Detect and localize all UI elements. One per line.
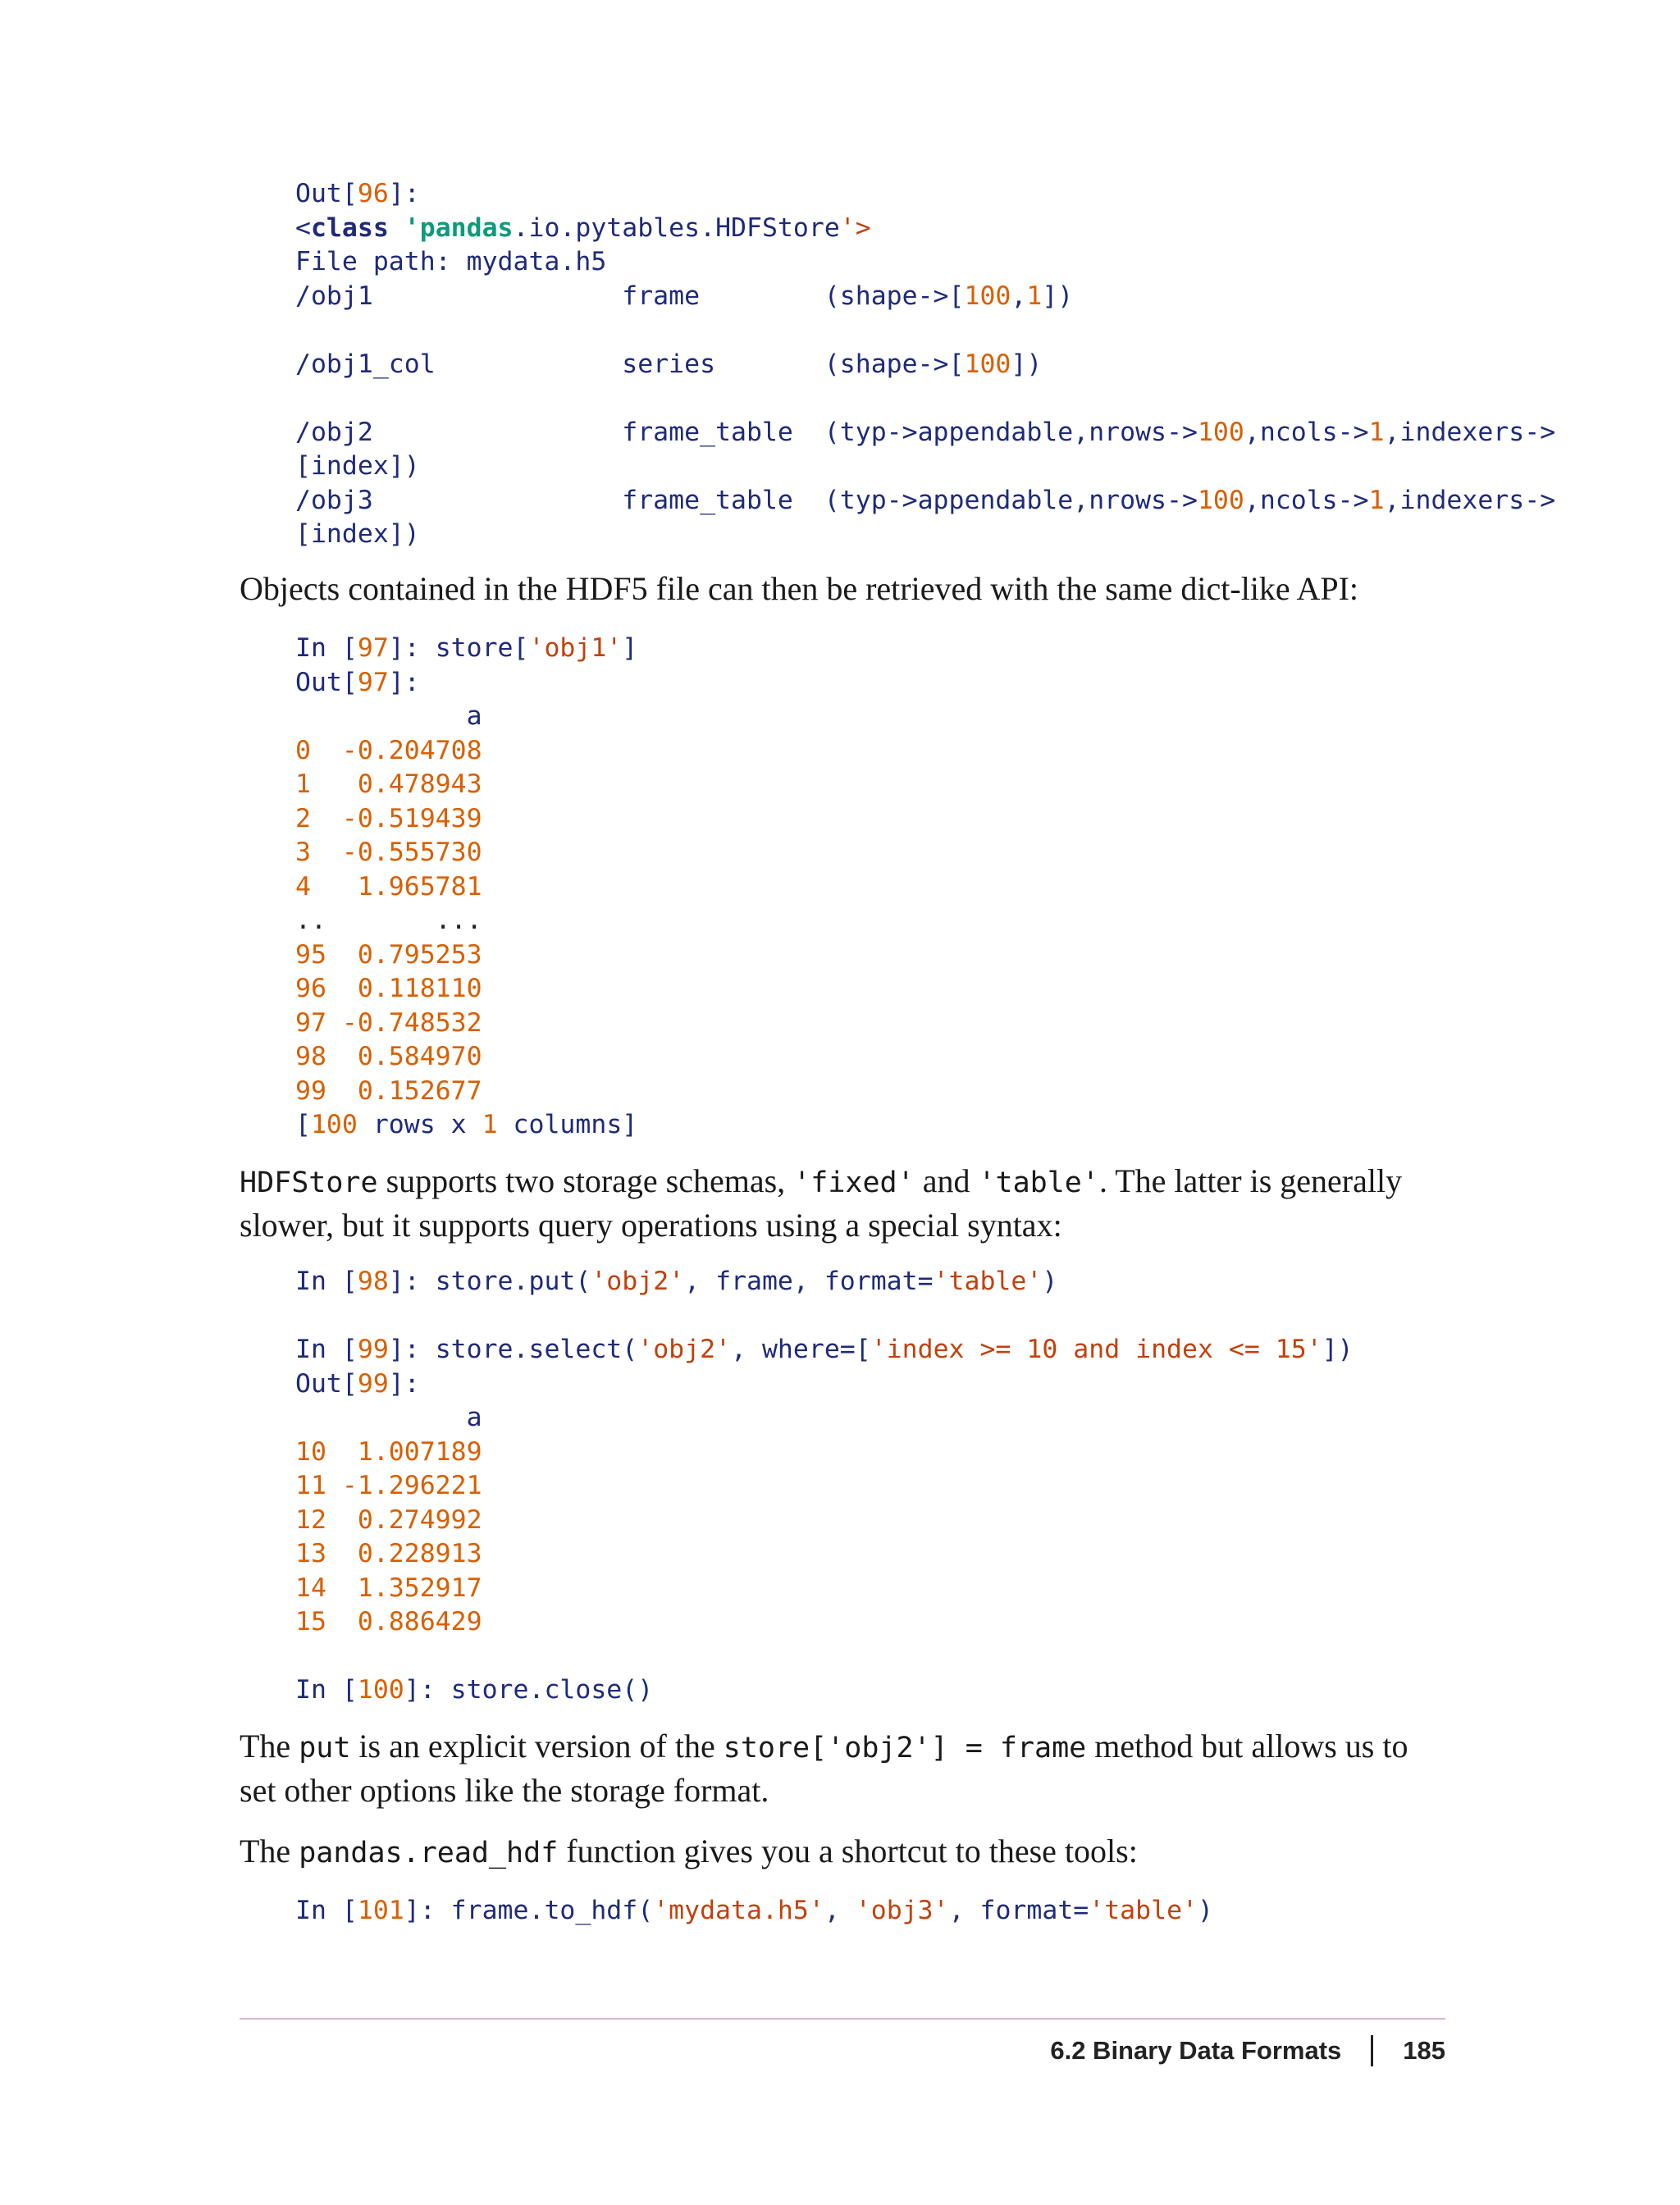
code-line	[295, 632, 637, 666]
code-line	[295, 734, 637, 769]
code-token: 98	[357, 1267, 389, 1296]
code-line	[295, 938, 637, 973]
code-token: 100	[964, 349, 1011, 379]
paragraph-retrieve-objects: Objects contained in the HDF5 file can then be retrieved with the same dict-like API:	[240, 570, 1359, 607]
code-line	[295, 1894, 1213, 1929]
code-token: 97 -0.748532	[295, 1007, 482, 1038]
code-token: ]:	[388, 1368, 420, 1399]
code-token: <	[295, 212, 311, 243]
code-line	[295, 245, 1555, 280]
code-block-store-select	[295, 1265, 1354, 1708]
code-token: 13 0.228913	[295, 1539, 482, 1568]
code-token: 1 0.478943	[295, 769, 482, 799]
code-token: , frame, format=	[684, 1267, 934, 1296]
code-token: 99	[357, 1368, 389, 1399]
code-line	[295, 768, 637, 802]
code-token: rows x	[357, 1110, 482, 1139]
code-line	[295, 1108, 637, 1143]
footer-section-title: 6.2 Binary Data Formats	[1050, 2036, 1342, 2065]
code-token: Out[	[295, 1368, 358, 1399]
text-run: function gives you a shortcut to these tools:	[558, 1833, 1138, 1869]
code-token: 1	[1368, 417, 1385, 447]
code-token: 'table'	[933, 1267, 1043, 1296]
text-run: supports two storage schemas,	[377, 1162, 794, 1199]
code-token: 4 1.965781	[295, 871, 482, 902]
code-line	[295, 700, 637, 734]
code-token: 100	[964, 281, 1011, 311]
code-token: 10 1.007189	[295, 1436, 482, 1467]
code-token: ])	[1011, 349, 1043, 379]
text-run: . The latter is generally slower, but it supports query operations using a special syntax:	[240, 1162, 1403, 1244]
code-token: ,	[824, 1896, 856, 1925]
code-token: ,ncols->	[1244, 485, 1369, 515]
code-token: )	[1042, 1267, 1058, 1296]
code-token: ]: store[	[388, 633, 529, 663]
code-line	[295, 1504, 1354, 1538]
footer-separator	[1371, 2035, 1373, 2066]
code-line	[295, 1007, 637, 1041]
code-token: ,indexers->	[1384, 417, 1556, 447]
code-line	[295, 1572, 1354, 1606]
code-line	[295, 1640, 1354, 1674]
page-footer	[1050, 2032, 1445, 2070]
code-token: , where=[	[731, 1335, 871, 1364]
code-token: ]: store.select(	[388, 1335, 638, 1364]
code-token: Out[	[295, 179, 358, 208]
code-block-store-obj1	[295, 632, 637, 1143]
code-line	[295, 1469, 1354, 1504]
code-token: [index])	[295, 519, 420, 549]
code-line	[295, 280, 1555, 314]
text-run: The	[240, 1833, 299, 1869]
code-token: 97	[357, 633, 389, 663]
code-token: ]: store.close()	[404, 1675, 654, 1705]
code-token: ]: store.put(	[388, 1267, 591, 1296]
code-token: 1	[1026, 281, 1043, 311]
inline-code: pandas.read_hdf	[299, 1837, 559, 1869]
code-block-hdfstore-output	[295, 177, 1555, 552]
code-block-to-hdf	[295, 1894, 1213, 1929]
code-token: /obj3 frame_table (typ->appendable,nrows->	[295, 485, 1198, 515]
code-token: class	[310, 212, 389, 243]
code-line	[295, 972, 637, 1007]
code-token: ]: frame.to_hdf(	[404, 1896, 654, 1925]
code-token: 'table'	[1089, 1896, 1198, 1925]
text-run: The	[240, 1728, 299, 1764]
code-token: , format=	[948, 1896, 1089, 1925]
code-token: 2 -0.519439	[295, 803, 482, 833]
code-token: 'pandas	[404, 212, 514, 243]
code-line	[295, 1333, 1354, 1367]
code-token: In [	[295, 1267, 358, 1296]
text-run: method but allows us to set other options like the storage format.	[240, 1728, 1408, 1809]
paragraph-storage-schemas	[240, 1160, 1445, 1246]
code-token: columns]	[497, 1110, 638, 1139]
code-line	[295, 416, 1555, 450]
code-token: 'obj3'	[855, 1896, 949, 1925]
footer-rule	[240, 2018, 1445, 2020]
code-line	[295, 870, 637, 905]
code-token: 96	[357, 179, 389, 208]
code-token: In [	[295, 633, 358, 663]
code-token: ,indexers->	[1384, 485, 1556, 515]
code-token: 15 0.886429	[295, 1607, 482, 1637]
code-token: a	[295, 1403, 482, 1432]
code-token: 101	[357, 1896, 404, 1925]
code-token: 98 0.584970	[295, 1042, 482, 1071]
code-token: File path: mydata.h5	[295, 247, 607, 276]
code-line	[295, 1367, 1354, 1402]
code-token: 1	[1368, 485, 1385, 515]
code-token: ])	[1322, 1335, 1354, 1364]
code-line	[295, 381, 1555, 416]
page-number: 185	[1403, 2036, 1445, 2065]
code-line	[295, 904, 637, 938]
inline-code: put	[299, 1732, 351, 1764]
code-token: 'obj1'	[528, 633, 623, 663]
code-token: 1	[482, 1110, 498, 1139]
code-line	[295, 1673, 1354, 1708]
code-line	[295, 802, 637, 837]
code-line	[295, 348, 1555, 382]
code-token: 95 0.795253	[295, 939, 482, 970]
code-token: ,ncols->	[1244, 417, 1369, 447]
paragraph-put-explanation	[240, 1725, 1445, 1811]
code-token: Out[	[295, 667, 358, 697]
code-token: 'obj2'	[637, 1335, 732, 1364]
code-token: 97	[357, 667, 389, 697]
code-token: [index])	[295, 451, 420, 481]
inline-code: HDFStore	[240, 1166, 378, 1199]
code-token	[389, 213, 404, 243]
code-token: ]	[622, 633, 638, 663]
code-token: In [	[295, 1896, 358, 1925]
text-run: and	[914, 1162, 979, 1199]
code-line	[295, 1040, 637, 1075]
code-token: In [	[295, 1335, 358, 1364]
inline-code: 'table'	[978, 1166, 1099, 1199]
code-line	[295, 450, 1555, 484]
code-token: )	[1198, 1896, 1213, 1925]
code-token: '>	[839, 212, 871, 243]
code-token: 99 0.152677	[295, 1075, 482, 1106]
code-line	[295, 1265, 1354, 1299]
inline-code: 'fixed'	[793, 1166, 915, 1199]
code-token: 96 0.118110	[295, 974, 482, 1003]
code-token: /obj1 frame (shape->[	[295, 281, 965, 311]
code-token: 99	[357, 1335, 389, 1364]
code-token: 100	[357, 1675, 404, 1705]
code-line	[295, 1401, 1354, 1436]
code-line	[295, 518, 1555, 552]
code-line	[295, 212, 1555, 246]
code-token: 14 1.352917	[295, 1573, 482, 1603]
code-token: 3 -0.555730	[295, 838, 482, 867]
code-token: 12 0.274992	[295, 1504, 482, 1535]
code-line	[295, 1537, 1354, 1572]
code-token: [	[295, 1110, 311, 1139]
code-token: ]:	[388, 179, 420, 208]
paragraph-read-hdf	[240, 1830, 1445, 1874]
code-token: ])	[1042, 281, 1074, 311]
code-token: /obj1_col series (shape->[	[295, 349, 965, 379]
code-token: 11 -1.296221	[295, 1471, 482, 1500]
code-line	[295, 836, 637, 870]
code-token: In [	[295, 1675, 358, 1705]
inline-code: store['obj2'] = frame	[723, 1732, 1087, 1764]
code-line	[295, 1605, 1354, 1640]
code-token: 100	[1197, 485, 1244, 515]
code-token: /obj2 frame_table (typ->appendable,nrows->	[295, 417, 1198, 447]
text-run: is an explicit version of the	[350, 1728, 724, 1764]
code-line	[295, 666, 637, 701]
code-line	[295, 1075, 637, 1109]
code-token: .io.pytables.HDFStore	[513, 212, 840, 243]
code-token: 0 -0.204708	[295, 735, 482, 765]
code-token: 'obj2'	[591, 1267, 685, 1296]
code-token: 'mydata.h5'	[653, 1896, 824, 1925]
code-token: ]:	[388, 667, 420, 697]
code-line	[295, 1299, 1354, 1334]
code-token: 100	[1197, 417, 1244, 447]
code-token: a	[295, 701, 482, 731]
code-token: 'index >= 10 and index <= 15'	[870, 1335, 1322, 1364]
code-token: .. ...	[295, 906, 482, 935]
code-line	[295, 313, 1555, 348]
code-token: 100	[310, 1110, 358, 1139]
code-token: ,	[1011, 281, 1027, 311]
code-line	[295, 177, 1555, 212]
code-line	[295, 1436, 1354, 1470]
code-line	[295, 484, 1555, 518]
